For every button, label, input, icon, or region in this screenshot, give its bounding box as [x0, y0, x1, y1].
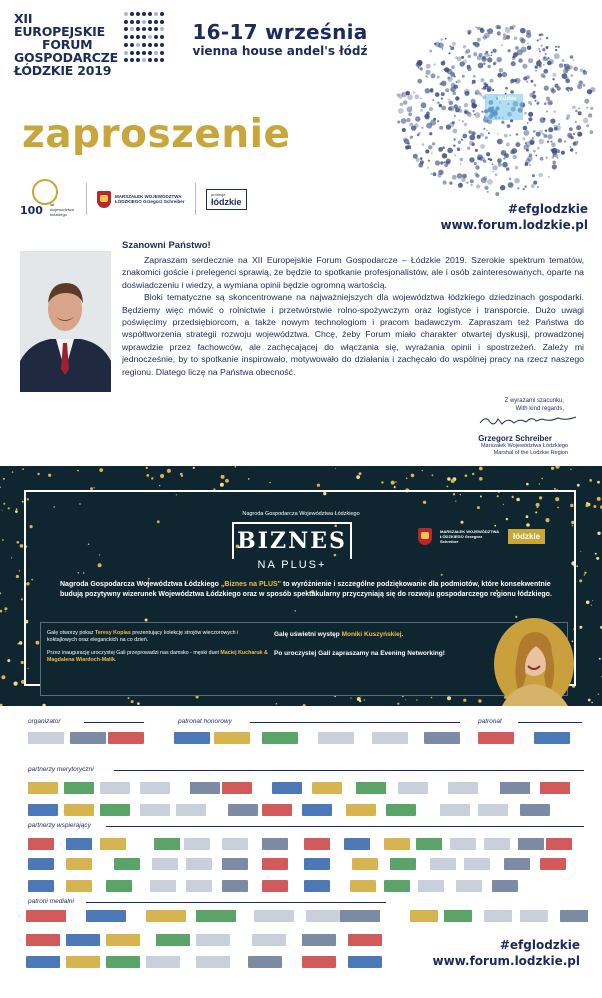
marshal-text: MARSZAŁEK WOJEWÓDZTWA ŁÓDZKIEGO Grzegorz Schreiber [440, 529, 499, 544]
lodzkie-name: łódzkie [211, 196, 242, 207]
partner-logo [450, 838, 476, 850]
partner-logo [348, 934, 382, 946]
partner-logo [26, 910, 66, 922]
partner-logo [344, 838, 370, 850]
partner-logo [262, 804, 292, 816]
partner-logo [424, 732, 460, 744]
partner-logo [418, 880, 444, 892]
award-desc-prefix: Nagroda Gospodarcza Województwa Łódzkiego [60, 581, 221, 588]
partner-logo [176, 804, 206, 816]
partner-logo [150, 880, 176, 892]
map-label: łódzkie [498, 96, 517, 102]
label-supporting: partnerzy wspierający [28, 822, 91, 829]
partner-logo [398, 782, 428, 794]
partner-logo [356, 782, 386, 794]
partner-logo [28, 858, 54, 870]
hundred-number: 100 [20, 204, 43, 217]
partner-logo [26, 956, 60, 968]
website-link-bottom[interactable]: www.forum.lodzkie.pl [432, 954, 580, 968]
coat-of-arms-icon [418, 528, 432, 545]
divider [114, 770, 584, 771]
europe-map-icon [378, 10, 596, 200]
partner-logo [100, 838, 126, 850]
partner-logo [108, 732, 144, 744]
divider [195, 183, 196, 215]
letter-greeting: Szanowni Państwo! [122, 240, 211, 251]
partner-logo [146, 910, 186, 922]
partner-logo [520, 910, 548, 922]
partner-logo [302, 956, 336, 968]
partner-logo [196, 910, 236, 922]
partner-logo [272, 782, 302, 794]
partner-logo [416, 838, 442, 850]
gala-hosts: Przez inaugurację uroczystej Gali przeprowadzi nas damsko - męski duet Maciej Kucharuk & Magdalena Wiardoch-Malik. [47, 649, 268, 664]
partner-logo [186, 880, 212, 892]
partner-logo [504, 858, 530, 870]
gala-program-right [274, 630, 504, 668]
partner-logo [262, 732, 298, 744]
regards-pl: Z wyrazami szacunku, [504, 398, 564, 404]
partner-logo [484, 910, 512, 922]
label-honorary: patronat honorowy [178, 718, 232, 725]
partner-logo [106, 956, 140, 968]
partner-logo [262, 838, 288, 850]
partner-logo [66, 956, 100, 968]
partner-logo [464, 858, 490, 870]
partner-logo [304, 880, 330, 892]
partner-logo [140, 804, 170, 816]
divider [518, 722, 582, 723]
partner-logo [28, 782, 58, 794]
event-venue: vienna house andel's łódź [192, 44, 368, 58]
award-desc-suffix: to wyróżnienie i szczególne podziękowanie dla podmiotów, które konsekwentnie budują pozytywny wizerunek Województwa Łódzkiego oraz w sposób spektakularny przyczyniają się do rozwoju gospodarczego regionu łódzkiego. [60, 581, 552, 598]
forum-dots-icon [124, 12, 164, 64]
partner-logo [478, 732, 514, 744]
marshal-logo [97, 191, 185, 208]
partner-logo [520, 804, 550, 816]
partner-logo [114, 858, 140, 870]
forum-name-line: GOSPODARCZE [14, 50, 118, 65]
signer-role-en: Marshal of the Lodzkie Region [493, 450, 568, 456]
organizer-logos [20, 178, 247, 220]
partner-logo [186, 858, 212, 870]
partner-logo [484, 838, 510, 850]
forum-name-line: ŁÓDZKIE 2019 [14, 63, 112, 78]
gala-show: Galę otworzy pokaz Teresy Kopias prezentujący kolekcję strojów wieczorowych i koktajlowych oraz eleganckich na co dzień. [47, 630, 239, 644]
partner-logo [540, 858, 566, 870]
label-substantive: partnerzy merytoryczni [28, 766, 94, 773]
partner-logo [560, 910, 588, 922]
partner-logo [222, 782, 252, 794]
award-name-plus: NA PLUS+ [232, 559, 352, 571]
partner-logo [384, 880, 410, 892]
gala-program-left [47, 630, 269, 670]
divider [86, 902, 386, 903]
partner-logo [28, 804, 58, 816]
letter-paragraph: Zapraszam serdecznie na XII Europejskie Forum Gospodarcze – Łódzkie 2019. Szerokie spektrum tematów, znakomici goście i prelegenci sprawią, że będzie to spotkanie profesjonalistów, ale i osób zainteresowanych, oparte na doświadczeniu i wiedzy, a wymiana opinii będzie ogromną wartością. [122, 255, 584, 290]
signature-block [442, 398, 582, 457]
partner-logo [252, 934, 286, 946]
partner-logo [106, 934, 140, 946]
partner-logo [518, 838, 544, 850]
partner-logo [248, 956, 282, 968]
lodzkie-small: promuje [211, 191, 226, 197]
partner-logo [430, 858, 456, 870]
award-logos [418, 528, 545, 545]
partner-logo [222, 838, 248, 850]
partner-logo [262, 880, 288, 892]
forum-logo [14, 12, 164, 82]
partner-logo [318, 732, 354, 744]
partner-logo [350, 880, 376, 892]
lodzkie-logo-gold: łódzkie [508, 529, 545, 544]
partner-logo [64, 804, 94, 816]
website-link[interactable]: www.forum.lodzkie.pl [440, 218, 588, 232]
forum-name [14, 12, 118, 77]
hashtag-bottom: #efglodzkie [499, 938, 580, 952]
partner-logo [70, 732, 106, 744]
label-media: patroni medialni [28, 898, 74, 905]
award-subtitle: Nagroda Gospodarcza Województwa Łódzkiego [242, 511, 360, 517]
partner-logo [146, 956, 180, 968]
partner-logo [410, 910, 438, 922]
event-date: 16-17 września [192, 20, 368, 44]
page-title: zaproszenie [22, 112, 291, 157]
marshal-text: MARSZAŁEK WOJEWÓDZTWA ŁÓDZKIEGO Grzegorz Schreiber [115, 193, 185, 204]
partner-logo [196, 956, 230, 968]
divider [106, 826, 584, 827]
partner-logo [100, 804, 130, 816]
partner-logo [492, 880, 518, 892]
singer-portrait [488, 606, 576, 706]
partner-logo [66, 838, 92, 850]
award-name: BIZNES [237, 528, 347, 554]
letter-paragraph: Bloki tematyczne są skoncentrowane na najważniejszych dla województwa łódzkiego dziedzinach gospodarki. Będziemy więc mówić o rolnictwie i przetwórstwie rolno-spożywczym oraz logistyce i transporcie. Dużo uwagi poświęcimy przedsiębiorcom, a także nowym technologiom i pracom badawczym. Zapraszam też Państwa do współtworzenia strategii rozwoju województwa. Chcę, żeby Forum miało charakter otwartej dyskusji, prowadzonej wprawdzie przez fachowców, ale zachęcającej do włączania się, wyrażania opinii i spostrzeżeń. Zależy mi jednocześnie, by to spotkanie inspirowało, motywowało do działania i zachęcało do wspólnej pracy na rzecz naszego regionu. Dlatego liczę na Państwa obecność. [122, 292, 584, 377]
partner-logo [222, 880, 248, 892]
partner-logo [174, 732, 210, 744]
partner-logo [540, 782, 570, 794]
coat-of-arms-icon [97, 191, 111, 208]
regards-en: With kind regards, [515, 405, 564, 412]
label-organizer: organizator [28, 718, 61, 725]
award-description [60, 580, 554, 599]
gala-singer: Galę uświetni występ Moniki Kuszyńskiej. [274, 631, 404, 638]
lodzkie-logo [206, 189, 247, 210]
partner-logo [66, 880, 92, 892]
partner-logo [86, 910, 126, 922]
handwritten-signature-icon [472, 413, 582, 429]
partner-logo [28, 880, 54, 892]
partner-logo [190, 782, 220, 794]
hundred-text: lat województwa łódzkiego [50, 202, 74, 217]
partner-logo [346, 804, 376, 816]
divider [250, 722, 460, 723]
partner-logo [440, 804, 470, 816]
partner-logo [196, 934, 230, 946]
partner-logo [384, 838, 410, 850]
gala-networking: Po uroczystej Gali zapraszamy na Evening Networking! [274, 650, 445, 657]
partner-logo [390, 858, 416, 870]
partner-logo [214, 732, 250, 744]
partner-logo [222, 858, 248, 870]
partner-logo [28, 838, 54, 850]
partner-logo [478, 804, 508, 816]
hundred-years-logo [20, 179, 76, 219]
hashtag: #efglodzkie [507, 202, 588, 216]
partner-logo [352, 858, 378, 870]
partner-logo [444, 910, 472, 922]
partner-logo [254, 910, 294, 922]
partner-logo [66, 858, 92, 870]
partner-logo [304, 858, 330, 870]
divider [84, 722, 144, 723]
partner-logo [262, 858, 288, 870]
partner-logo [64, 782, 94, 794]
forum-name-line: XII EUROPEJSKIE [14, 11, 105, 39]
partner-logo [386, 804, 416, 816]
partner-logo [456, 880, 482, 892]
partner-logo [312, 782, 342, 794]
partner-logo [156, 934, 190, 946]
partner-logo [228, 804, 258, 816]
partner-logo [448, 782, 478, 794]
forum-name-line: FORUM [42, 37, 93, 52]
partner-logo [152, 858, 178, 870]
partner-logo [348, 956, 382, 968]
award-desc-highlight: „Biznes na PLUS" [220, 581, 281, 588]
label-patronage: patronat [478, 718, 502, 725]
partner-logo [154, 838, 180, 850]
partner-logo [546, 838, 572, 850]
partner-logo [28, 732, 64, 744]
partner-logo [302, 934, 336, 946]
partner-logo [100, 782, 130, 794]
signer-name: Grzegorz Schreiber [478, 434, 552, 443]
partner-logo [500, 782, 530, 794]
divider [86, 183, 87, 215]
partner-logo [140, 782, 170, 794]
partner-logo [184, 838, 210, 850]
partner-logo [26, 934, 60, 946]
signer-role-pl: Marszałek Województwa Łódzkiego [480, 443, 568, 449]
marshal-portrait [20, 251, 111, 392]
partner-logo [304, 838, 330, 850]
partner-logo [302, 804, 332, 816]
partner-logo [534, 732, 570, 744]
partner-logo [106, 880, 132, 892]
partner-logo [66, 934, 100, 946]
partner-logo [372, 732, 408, 744]
letter-body [122, 254, 584, 378]
partner-logo [340, 910, 380, 922]
